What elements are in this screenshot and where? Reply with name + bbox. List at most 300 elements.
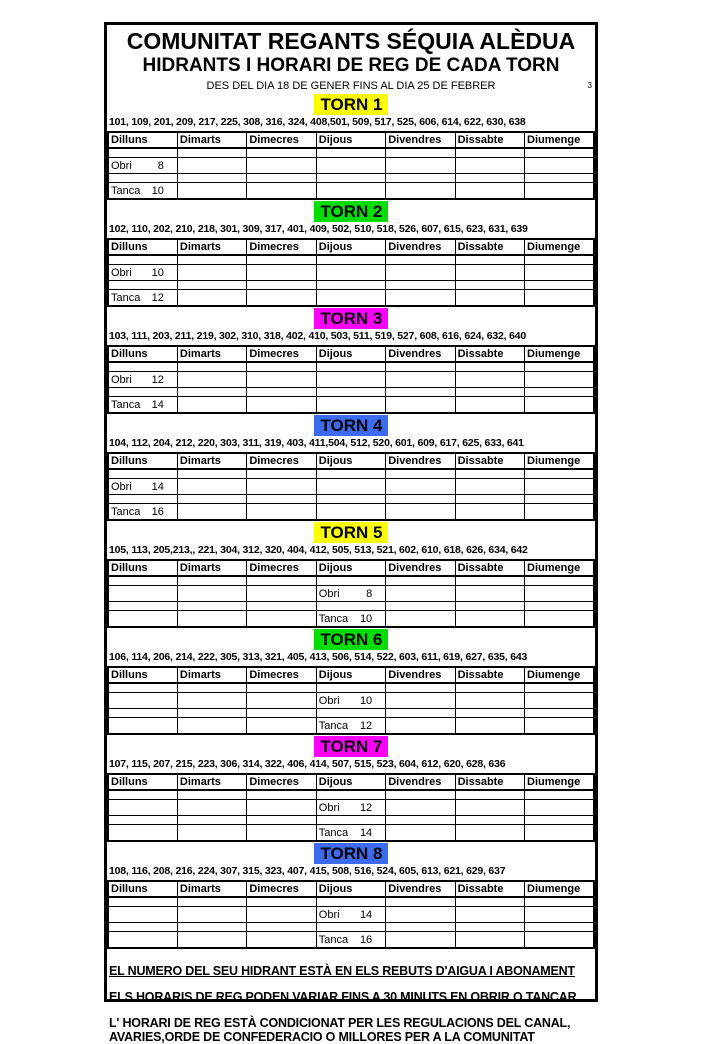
empty-cell [108,602,177,611]
empty-cell [386,183,455,200]
empty-cell [386,372,455,388]
day-header: Divendres [386,774,455,790]
empty-cell [108,495,177,504]
empty-cell [316,469,385,479]
empty-cell [247,255,316,265]
empty-cell [386,495,455,504]
empty-cell [108,683,177,693]
empty-cell [177,923,246,932]
day-header: Dimecres [247,774,316,790]
empty-cell [177,158,246,174]
footer-notes [107,949,595,1044]
empty-cell [316,148,385,158]
day-header: Dijous [316,881,385,897]
empty-cell [525,281,594,290]
empty-cell [247,825,316,842]
tanca-label: Tanca [111,291,141,304]
empty-cell [525,718,594,735]
tanca-row [108,932,594,949]
tanca-label: Tanca [318,612,349,625]
empty-cell [525,255,594,265]
obri-row [108,586,594,602]
day-header: Dilluns [108,560,177,576]
empty-cell [386,683,455,693]
empty-cell [316,265,385,281]
empty-cell [108,586,177,602]
empty-cell [108,611,177,628]
empty-cell [177,611,246,628]
day-header: Dimarts [177,667,246,683]
empty-cell [525,816,594,825]
footer-note-schedule-variance: ELS HORARIS DE REG PODEN VARIAR FINS A 30 MINUTS EN OBRIR O TANCAR [109,990,577,1004]
empty-cell [525,693,594,709]
empty-cell [455,586,524,602]
day-header: Dilluns [108,239,177,255]
empty-cell [525,388,594,397]
day-header: Dimarts [177,346,246,362]
empty-cell [455,148,524,158]
empty-cell [525,504,594,521]
empty-cell [525,290,594,307]
torn-heading [107,736,595,757]
tanca-row [108,183,594,200]
empty-cell [386,816,455,825]
empty-cell [177,281,246,290]
empty-cell [108,907,177,923]
empty-cell [247,800,316,816]
empty-cell [316,709,385,718]
empty-cell [455,897,524,907]
empty-cell [316,897,385,907]
day-header: Divendres [386,346,455,362]
torn-title: TORN 7 [314,736,387,757]
empty-cell [525,602,594,611]
torn-heading [107,308,595,329]
torn-heading [107,629,595,650]
schedule-table [107,559,595,628]
empty-cell [316,290,385,307]
schedule-table [107,773,595,842]
tanca-label: Tanca [111,398,141,411]
empty-cell [386,800,455,816]
empty-cell [108,148,177,158]
empty-cell [455,397,524,414]
obri-row [108,907,594,923]
obri-row [108,265,594,281]
empty-cell [316,362,385,372]
document-title: COMUNITAT REGANTS SÉQUIA ALÈDUA [126,28,576,54]
obri-label: Obri [318,908,340,921]
empty-cell [177,469,246,479]
obri-row [108,479,594,495]
schedule-table [107,345,595,414]
empty-cell [247,693,316,709]
empty-cell [177,907,246,923]
day-header: Dissabte [455,132,524,148]
obri-cell [108,372,177,388]
torn-section [107,415,595,521]
empty-cell [108,825,177,842]
obri-label: Obri [318,694,340,707]
tanca-row [108,825,594,842]
obri-cell [316,693,385,709]
torn-title: TORN 1 [314,94,387,115]
day-header: Dilluns [108,667,177,683]
day-header: Dimarts [177,239,246,255]
empty-cell [386,576,455,586]
empty-cell [455,469,524,479]
empty-cell [386,255,455,265]
empty-cell [455,265,524,281]
schedule-table [107,131,595,200]
tanca-value: 16 [151,505,164,518]
empty-cell [247,397,316,414]
empty-cell [177,932,246,949]
empty-cell [247,290,316,307]
spacer-row [108,816,594,825]
obri-label: Obri [318,801,340,814]
empty-cell [108,388,177,397]
day-header: Dijous [316,346,385,362]
empty-cell [108,816,177,825]
day-header-row [108,132,594,148]
torn-section [107,736,595,842]
day-header: Dilluns [108,881,177,897]
empty-cell [455,290,524,307]
obri-row [108,158,594,174]
tanca-row [108,290,594,307]
empty-cell [177,362,246,372]
empty-cell [108,576,177,586]
empty-cell [247,602,316,611]
empty-cell [386,281,455,290]
empty-cell [316,255,385,265]
hydrant-numbers: 104, 112, 204, 212, 220, 303, 311, 319, 403, 411,504, 512, 520, 601, 609, 617, 625, 633, 641 [109,437,524,449]
day-header: Dijous [316,132,385,148]
empty-cell [247,504,316,521]
tanca-value: 16 [359,933,373,946]
tanca-cell [316,718,385,735]
empty-cell [177,479,246,495]
spacer-row [108,790,594,800]
torn-section [107,843,595,949]
empty-cell [247,158,316,174]
empty-cell [525,897,594,907]
empty-cell [455,611,524,628]
torn-section [107,629,595,735]
torn-title: TORN 3 [314,308,387,329]
spacer-row [108,388,594,397]
obri-value: 8 [157,159,164,172]
obri-value: 8 [366,587,373,600]
obri-cell [108,479,177,495]
spacer-row [108,495,594,504]
empty-cell [455,158,524,174]
day-header: Dimecres [247,346,316,362]
empty-cell [177,718,246,735]
empty-cell [177,290,246,307]
empty-cell [247,174,316,183]
empty-cell [455,388,524,397]
obri-value: 12 [151,373,164,386]
empty-cell [108,932,177,949]
obri-cell [316,907,385,923]
empty-cell [177,265,246,281]
day-header: Diumenge [525,881,594,897]
obri-value: 14 [151,480,164,493]
day-header: Dijous [316,453,385,469]
empty-cell [455,362,524,372]
empty-cell [386,148,455,158]
empty-cell [525,372,594,388]
footer-note-conditions-line2: AVARIES,ORDE DE CONFEDERACIO O MILLORES PER A LA COMUNITAT [109,1030,535,1044]
empty-cell [455,479,524,495]
empty-cell [108,718,177,735]
empty-cell [316,923,385,932]
empty-cell [247,683,316,693]
empty-cell [455,718,524,735]
spacer-row [108,709,594,718]
obri-cell [108,158,177,174]
obri-row [108,693,594,709]
empty-cell [177,816,246,825]
empty-cell [386,469,455,479]
empty-cell [455,495,524,504]
empty-cell [316,576,385,586]
torn-heading [107,415,595,436]
empty-cell [386,923,455,932]
empty-cell [386,586,455,602]
empty-cell [316,790,385,800]
torn-title: TORN 4 [314,415,387,436]
day-header: Dissabte [455,667,524,683]
empty-cell [525,479,594,495]
empty-cell [386,265,455,281]
tanca-cell [316,825,385,842]
empty-cell [316,479,385,495]
obri-cell [108,265,177,281]
day-header: Dimarts [177,881,246,897]
day-header: Divendres [386,132,455,148]
empty-cell [455,281,524,290]
empty-cell [247,479,316,495]
spacer-row [108,683,594,693]
empty-cell [177,576,246,586]
obri-value: 12 [359,801,373,814]
torn-title: TORN 6 [314,629,387,650]
empty-cell [455,825,524,842]
tanca-label: Tanca [318,719,349,732]
empty-cell [386,479,455,495]
empty-cell [177,897,246,907]
empty-cell [316,372,385,388]
hydrant-numbers: 102, 110, 202, 210, 218, 301, 309, 317, 401, 409, 502, 510, 518, 526, 607, 615, 623, 631, 639 [109,223,528,235]
spacer-row [108,174,594,183]
day-header: Dissabte [455,881,524,897]
obri-row [108,800,594,816]
empty-cell [455,932,524,949]
tanca-label: Tanca [318,933,349,946]
empty-cell [455,683,524,693]
torn-title: TORN 2 [314,201,387,222]
empty-cell [108,790,177,800]
empty-cell [177,504,246,521]
empty-cell [316,816,385,825]
day-header: Diumenge [525,239,594,255]
day-header: Diumenge [525,560,594,576]
torn-section [107,201,595,307]
empty-cell [455,907,524,923]
day-header: Dissabte [455,560,524,576]
empty-cell [177,586,246,602]
empty-cell [316,281,385,290]
empty-cell [177,174,246,183]
spacer-row [108,281,594,290]
day-header: Diumenge [525,667,594,683]
empty-cell [455,709,524,718]
schedule-table [107,880,595,949]
empty-cell [247,709,316,718]
day-header: Dijous [316,239,385,255]
torn-section [107,522,595,628]
empty-cell [247,495,316,504]
empty-cell [108,693,177,709]
empty-cell [177,183,246,200]
empty-cell [386,611,455,628]
empty-cell [177,683,246,693]
empty-cell [455,923,524,932]
day-header-row [108,239,594,255]
document-subtitle: HIDRANTS I HORARI DE REG DE CADA TORN [142,55,560,76]
empty-cell [455,255,524,265]
day-header: Dijous [316,667,385,683]
day-header: Diumenge [525,346,594,362]
empty-cell [525,932,594,949]
empty-cell [386,174,455,183]
day-header: Dilluns [108,453,177,469]
empty-cell [386,397,455,414]
tanca-row [108,611,594,628]
empty-cell [386,693,455,709]
empty-cell [247,362,316,372]
tanca-row [108,504,594,521]
date-range-row [107,79,595,93]
hydrant-numbers: 108, 116, 208, 216, 224, 307, 315, 323, 407, 415, 508, 516, 524, 605, 613, 621, 629, 637 [109,865,506,877]
empty-cell [386,790,455,800]
tanca-value: 12 [359,719,373,732]
day-header-row [108,774,594,790]
empty-cell [108,174,177,183]
empty-cell [525,709,594,718]
empty-cell [108,709,177,718]
obri-row [108,372,594,388]
empty-cell [386,158,455,174]
day-header-row [108,560,594,576]
tanca-cell [316,932,385,949]
empty-cell [386,932,455,949]
empty-cell [455,504,524,521]
hydrant-numbers: 103, 111, 203, 211, 219, 302, 310, 318, 402, 410, 503, 511, 519, 527, 608, 616, 624, 632, 640 [109,330,526,342]
spacer-row [108,923,594,932]
empty-cell [525,158,594,174]
empty-cell [108,281,177,290]
empty-cell [247,907,316,923]
empty-cell [247,611,316,628]
empty-cell [177,602,246,611]
empty-cell [455,183,524,200]
obri-cell [316,586,385,602]
empty-cell [525,148,594,158]
empty-cell [525,611,594,628]
empty-cell [455,816,524,825]
empty-cell [386,602,455,611]
empty-cell [177,372,246,388]
empty-cell [316,183,385,200]
empty-cell [108,923,177,932]
day-header-row [108,346,594,362]
empty-cell [247,265,316,281]
empty-cell [386,718,455,735]
schedule-table [107,666,595,735]
torn-heading [107,843,595,864]
empty-cell [316,602,385,611]
tanca-cell [108,397,177,414]
footer-note-conditions-line1: L' HORARI DE REG ESTÀ CONDICIONAT PER LES REGULACIONS DEL CANAL, [109,1016,571,1030]
tanca-value: 12 [151,291,164,304]
empty-cell [386,290,455,307]
obri-value: 10 [151,266,164,279]
empty-cell [316,158,385,174]
empty-cell [247,281,316,290]
empty-cell [455,800,524,816]
day-header: Dissabte [455,239,524,255]
empty-cell [386,825,455,842]
day-header: Dilluns [108,132,177,148]
empty-cell [247,923,316,932]
tanca-row [108,397,594,414]
obri-label: Obri [111,266,132,279]
empty-cell [247,586,316,602]
day-header: Dilluns [108,346,177,362]
day-header: Dimarts [177,453,246,469]
day-header: Dimecres [247,239,316,255]
day-header-row [108,453,594,469]
torn-sections [107,94,595,949]
tanca-value: 14 [359,826,373,839]
empty-cell [177,388,246,397]
spacer-row [108,362,594,372]
day-header: Dijous [316,774,385,790]
empty-cell [247,388,316,397]
empty-cell [108,255,177,265]
schedule-table [107,452,595,521]
tanca-cell [316,611,385,628]
empty-cell [316,495,385,504]
empty-cell [247,897,316,907]
empty-cell [108,362,177,372]
empty-cell [108,897,177,907]
obri-label: Obri [111,159,132,172]
day-header: Dimecres [247,560,316,576]
empty-cell [525,576,594,586]
spacer-row [108,255,594,265]
day-header: Divendres [386,881,455,897]
empty-cell [247,932,316,949]
empty-cell [316,504,385,521]
day-header: Dijous [316,560,385,576]
obri-value: 10 [359,694,373,707]
torn-heading [107,201,595,222]
